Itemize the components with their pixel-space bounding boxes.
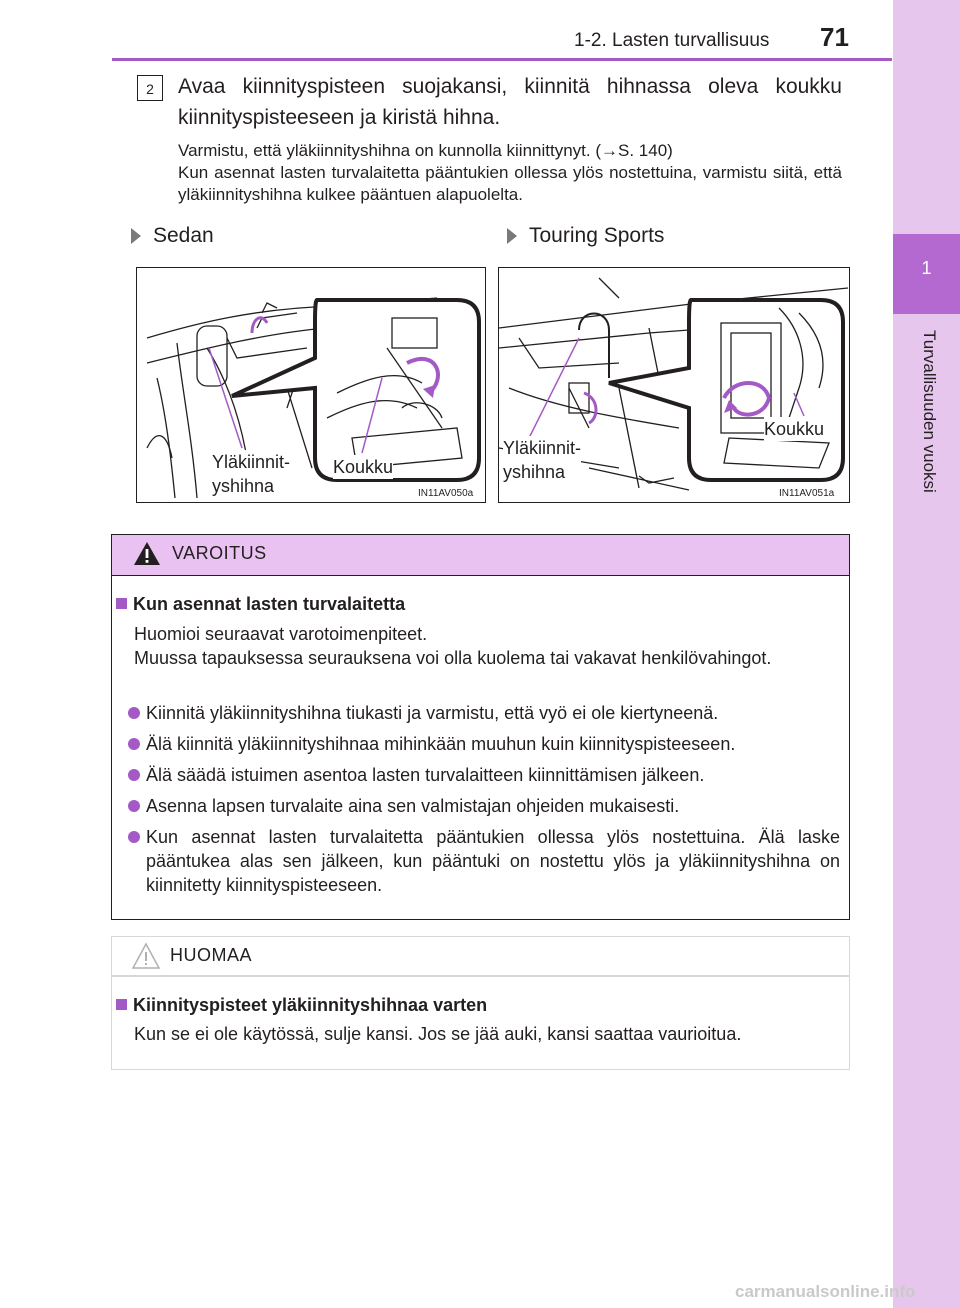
caution-triangle-icon: [131, 942, 161, 970]
warning-bullet: [128, 763, 840, 787]
warning-bullet-text: Asenna lapsen turvalaite aina sen valmistajan ohjeiden mukaisesti.: [146, 796, 680, 816]
warning-bullet: [128, 794, 840, 818]
warning-bullet: [128, 825, 840, 897]
warning-bullet-text: Kun asennat lasten turvalaitetta pääntukien ollessa ylös nostettuina. Älä laske pääntukea alas sen jälkeen, kun pääntuki on nostettu ylös ja yläkiinnityshihna on kiinnitetty kiinnityspisteeseen.: [146, 827, 840, 895]
section-title: 1-2. Lasten turvallisuus: [574, 30, 770, 51]
bullet-dot-icon: [128, 738, 140, 750]
chapter-number: 1: [921, 258, 932, 278]
note-section-label: Kiinnityspisteet yläkiinnityshihnaa varten: [133, 995, 488, 1015]
step-number-badge: 2: [137, 75, 163, 101]
warning-triangle-icon: [133, 541, 161, 566]
bullet-dot-icon: [128, 769, 140, 781]
note-text: Kun se ei ole käytössä, sulje kansi. Jos se jää auki, kansi saattaa vaurioitua.: [134, 1024, 742, 1044]
sedan-figure-code: IN11AV050a: [418, 488, 474, 499]
step-instruction: Avaa kiinnityspisteen suojakansi, kiinnitä hihnassa oleva koukku kiinnityspisteeseen ja kiristä hihna.: [178, 75, 842, 129]
strap-label-line-1: Yläkiinnit-: [212, 452, 291, 472]
sedan-hook-label: Koukku: [333, 457, 394, 477]
triangle-bullet-icon: [507, 228, 517, 244]
section-square-icon: [116, 598, 127, 609]
strap-label-line-2: yshihna: [212, 476, 275, 496]
warning-bullet: [128, 732, 840, 756]
warning-bullet-text: Älä kiinnitä yläkiinnityshihnaa mihinkään muuhun kuin kiinnityspisteeseen.: [146, 734, 736, 754]
strap-label-line-2: yshihna: [503, 462, 566, 482]
bullet-dot-icon: [128, 800, 140, 812]
triangle-bullet-icon: [131, 228, 141, 244]
sedan-illustration: [137, 268, 484, 501]
touring-strap-label: [503, 436, 581, 484]
step-note: [178, 140, 842, 206]
warning-title: VAROITUS: [172, 543, 267, 563]
figure-heading-touring: [507, 224, 664, 248]
figure-heading-label: Touring Sports: [529, 224, 665, 247]
warning-bullet-text: Älä säädä istuimen asentoa lasten turvalaitteen kiinnittämisen jälkeen.: [146, 765, 705, 785]
page-number: 71: [820, 22, 849, 52]
header-rule: [112, 58, 892, 61]
chapter-tab-strip: [893, 0, 960, 1308]
bullet-dot-icon: [128, 707, 140, 719]
note-header-rule: [111, 975, 850, 977]
note-section-title: [116, 995, 487, 1016]
watermark: carmanualsonline.info: [735, 1282, 916, 1301]
chapter-title: Turvallisuuden vuoksi: [920, 330, 939, 493]
step-note-line-2: Kun asennat lasten turvalaitetta pääntukien ollessa ylös nostettuina, varmistu siitä, että yläkiinnityshihna kulkee pääntuen alapuolelta.: [178, 163, 842, 204]
chapter-title-container: [913, 330, 939, 530]
step-note-line-1: Varmistu, että yläkiinnityshihna on kunnolla kiinnittynyt. (→S. 140): [178, 141, 673, 160]
note-title: HUOMAA: [170, 945, 253, 965]
touring-figure-code: IN11AV051a: [779, 488, 835, 499]
figure-sedan: [136, 267, 486, 503]
touring-hook-label: Koukku: [764, 419, 825, 439]
figure-heading-label: Sedan: [153, 224, 214, 247]
bullet-dot-icon: [128, 831, 140, 843]
warning-bullet-text: Kiinnitä yläkiinnityshihna tiukasti ja varmistu, että vyö ei ole kiertyneenä.: [146, 703, 719, 723]
strap-label-line-1: Yläkiinnit-: [503, 438, 582, 458]
warning-bullet: [128, 701, 840, 725]
warning-section-title: [116, 594, 405, 615]
section-square-icon: [116, 999, 127, 1010]
warning-intro-1: Huomioi seuraavat varotoimenpiteet.: [134, 624, 428, 644]
sedan-strap-label: [212, 450, 290, 498]
warning-intro: [134, 622, 840, 670]
warning-intro-2: Muussa tapauksessa seurauksena voi olla kuolema tai vakavat henkilövahingot.: [134, 648, 772, 668]
warning-section-label: Kun asennat lasten turvalaitetta: [133, 594, 406, 614]
figure-heading-sedan: [131, 224, 214, 248]
